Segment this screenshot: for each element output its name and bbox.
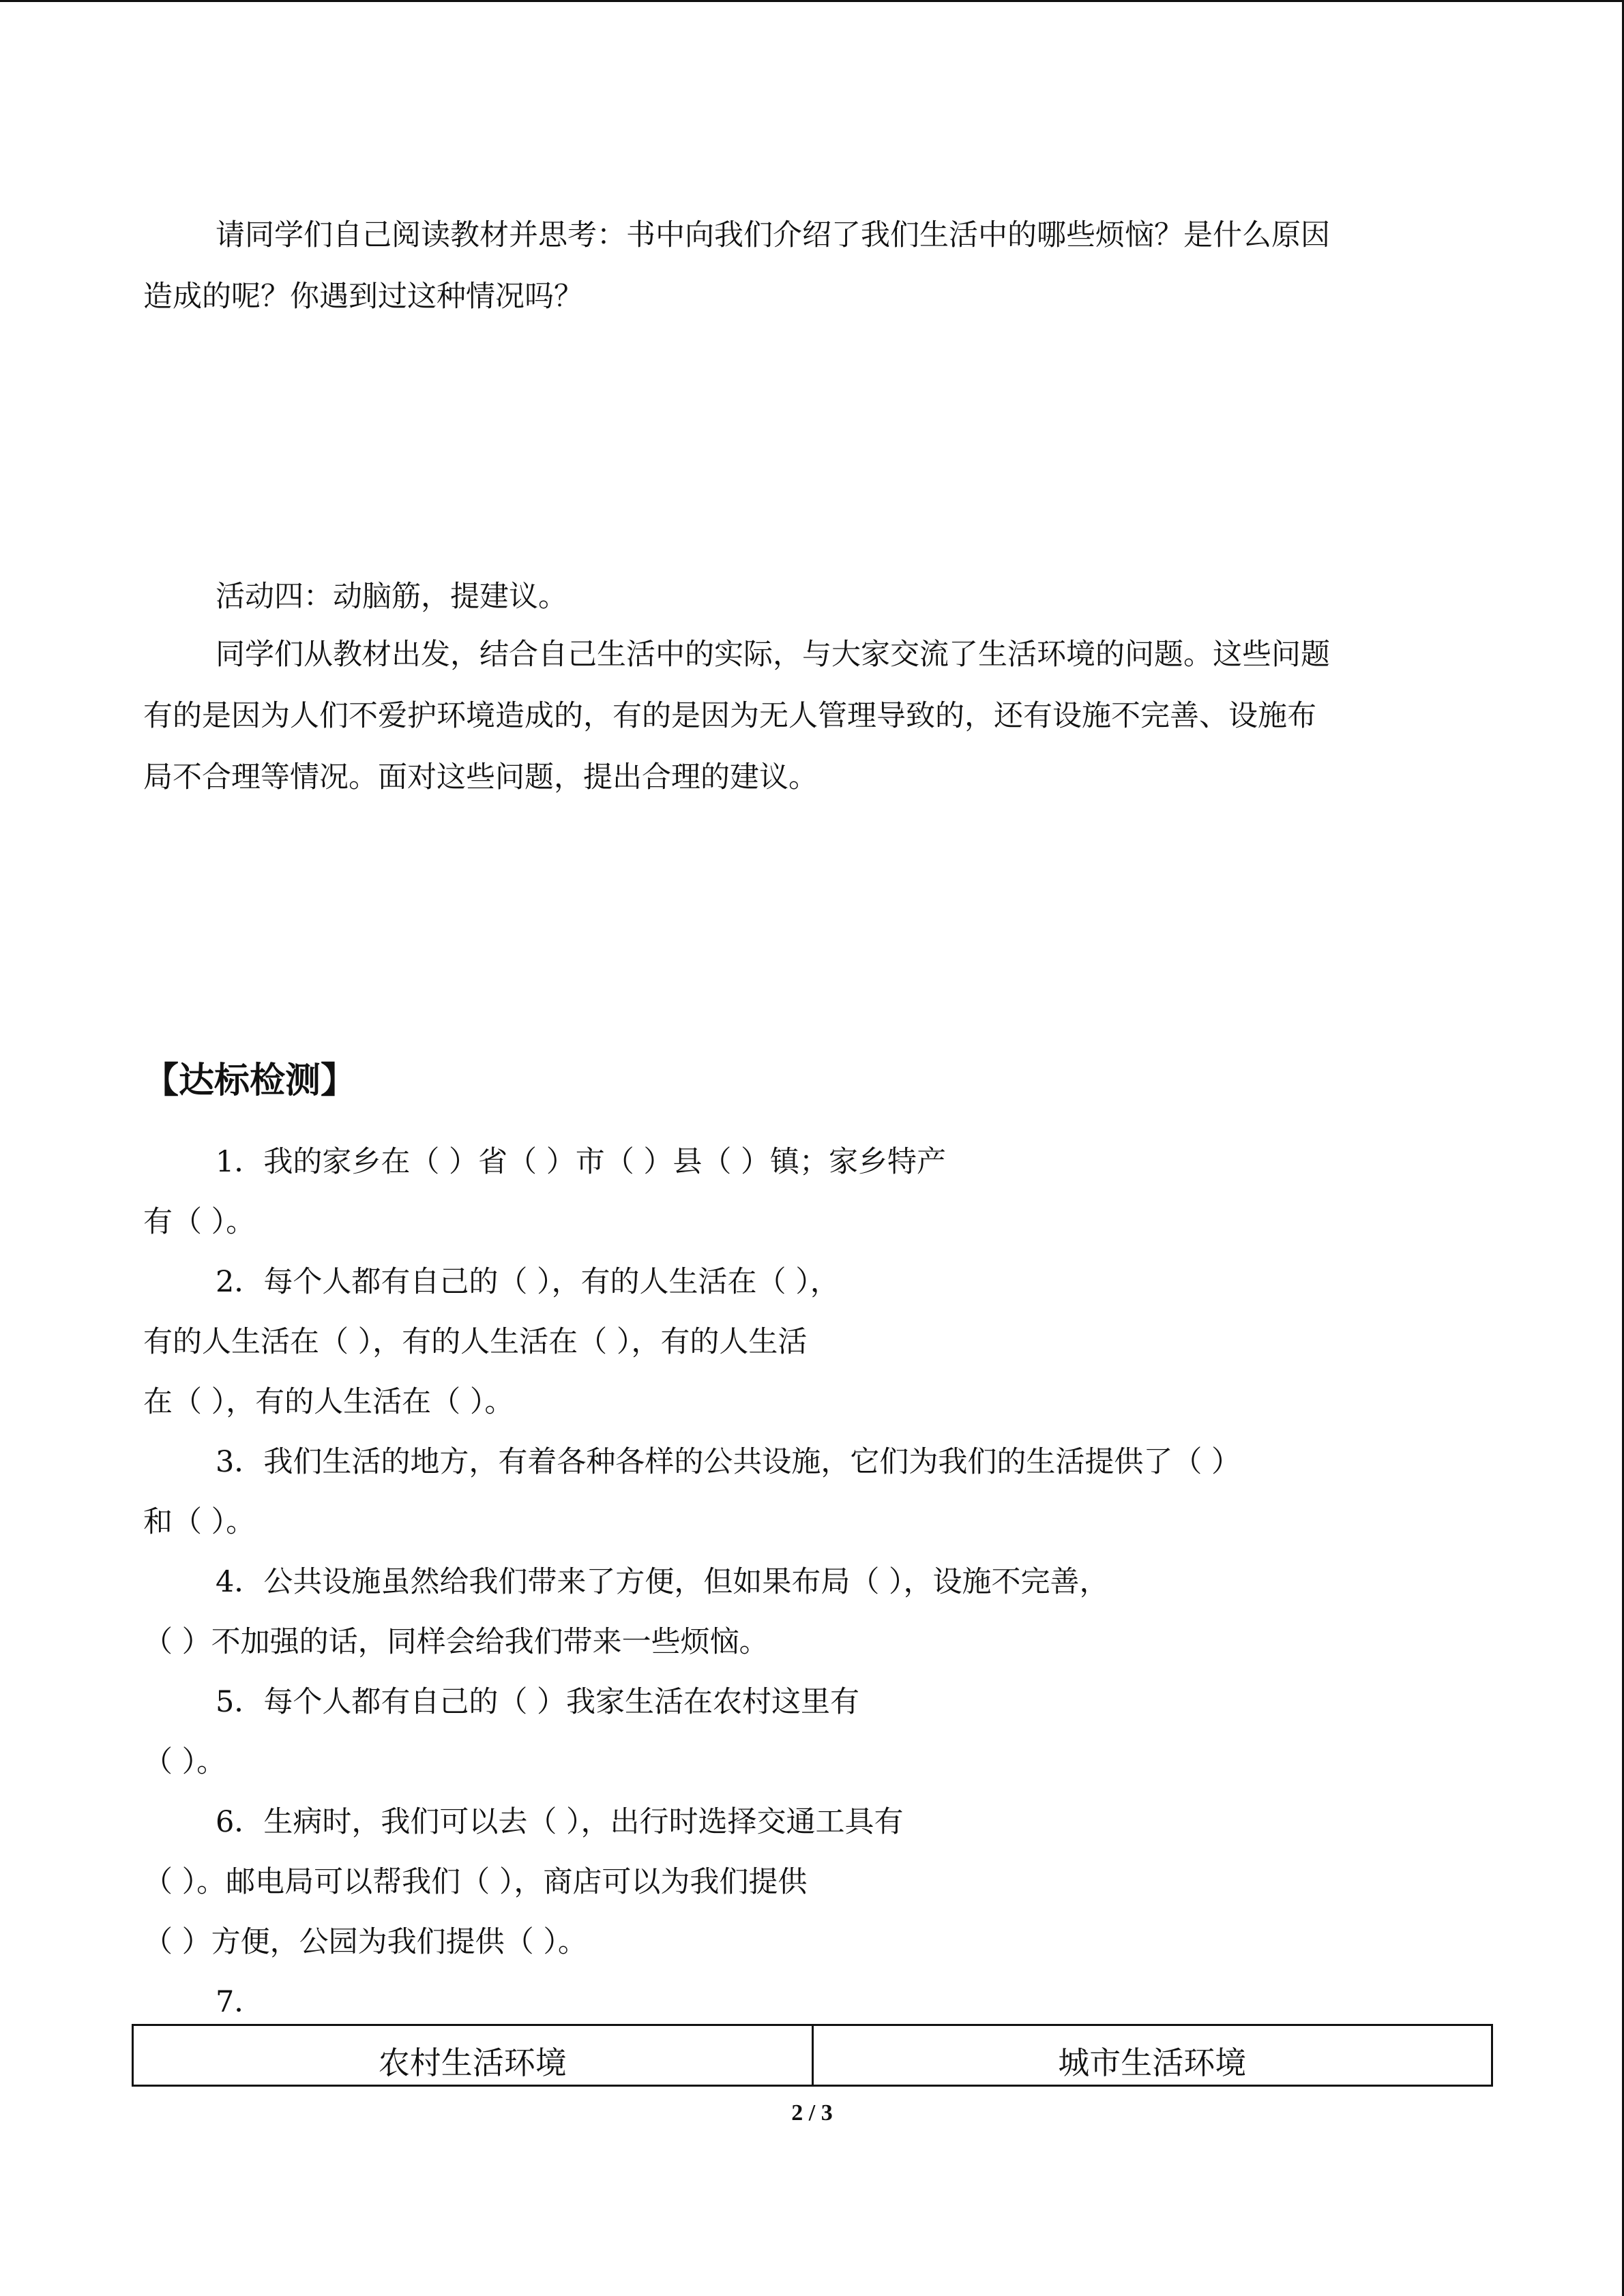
section-heading: 【达标检测】 bbox=[143, 1060, 357, 1101]
activity4-line-1: 同学们从教材出发，结合自己生活中的实际，与大家交流了生活环境的问题。这些问题 bbox=[216, 638, 1330, 672]
q7-label: 7． bbox=[216, 1985, 264, 2019]
q5-line-2: （ ）。 bbox=[143, 1745, 226, 1779]
q3-line-2: 和（ ）。 bbox=[143, 1505, 256, 1539]
q5-line-1: 5．每个人都有自己的（ ）我家生活在农村这里有 bbox=[216, 1685, 860, 1719]
q4-line-1: 4．公共设施虽然给我们带来了方便，但如果布局（ ），设施不完善， bbox=[216, 1565, 1109, 1599]
comparison-table bbox=[132, 2024, 1493, 2087]
q2-line-1: 2．每个人都有自己的（ ），有的人生活在（ ）， bbox=[216, 1265, 840, 1299]
page-top-border bbox=[0, 0, 1624, 2]
page-number: 2 / 3 bbox=[791, 2100, 833, 2126]
q6-line-1: 6．生病时，我们可以去（ ），出行时选择交通工具有 bbox=[216, 1805, 904, 1839]
q6-line-3: （ ）方便，公园为我们提供（ ）。 bbox=[143, 1925, 587, 1959]
q6-line-2: （ ）。邮电局可以帮我们（ ），商店可以为我们提供 bbox=[143, 1865, 808, 1899]
q3-line-1: 3．我们生活的地方，有着各种各样的公共设施，它们为我们的生活提供了（ ） bbox=[216, 1445, 1241, 1479]
question-list bbox=[143, 1132, 1480, 2032]
activity4-line-3: 局不合理等情况。面对这些问题，提出合理的建议。 bbox=[143, 760, 818, 794]
q2-line-2: 有的人生活在（ ），有的人生活在（ ），有的人生活 bbox=[143, 1325, 808, 1359]
activity4-title: 活动四：动脑筋，提建议。 bbox=[216, 580, 567, 614]
activity4-paragraph bbox=[143, 624, 1480, 808]
q4-line-2: （ ）不加强的话，同样会给我们带来一些烦恼。 bbox=[143, 1625, 769, 1659]
intro-paragraph bbox=[143, 205, 1480, 327]
intro-line-2: 造成的呢？你遇到过这种情况吗？ bbox=[143, 280, 583, 314]
table-header-row bbox=[133, 2025, 1492, 2086]
header-rural-environment: 农村生活环境 bbox=[133, 2025, 813, 2086]
header-urban-environment: 城市生活环境 bbox=[812, 2025, 1492, 2086]
intro-line-1: 请同学们自己阅读教材并思考：书中向我们介绍了我们生活中的哪些烦恼？是什么原因 bbox=[216, 218, 1330, 252]
q1-line-1: 1．我的家乡在（ ）省（ ）市（ ）县（ ）镇；家乡特产 bbox=[216, 1145, 947, 1179]
q2-line-3: 在（ ），有的人生活在（ ）。 bbox=[143, 1385, 514, 1419]
activity4-line-2: 有的是因为人们不爱护环境造成的，有的是因为无人管理导致的，还有设施不完善、设施布 bbox=[143, 699, 1316, 733]
q1-line-2: 有（ ）。 bbox=[143, 1205, 256, 1239]
